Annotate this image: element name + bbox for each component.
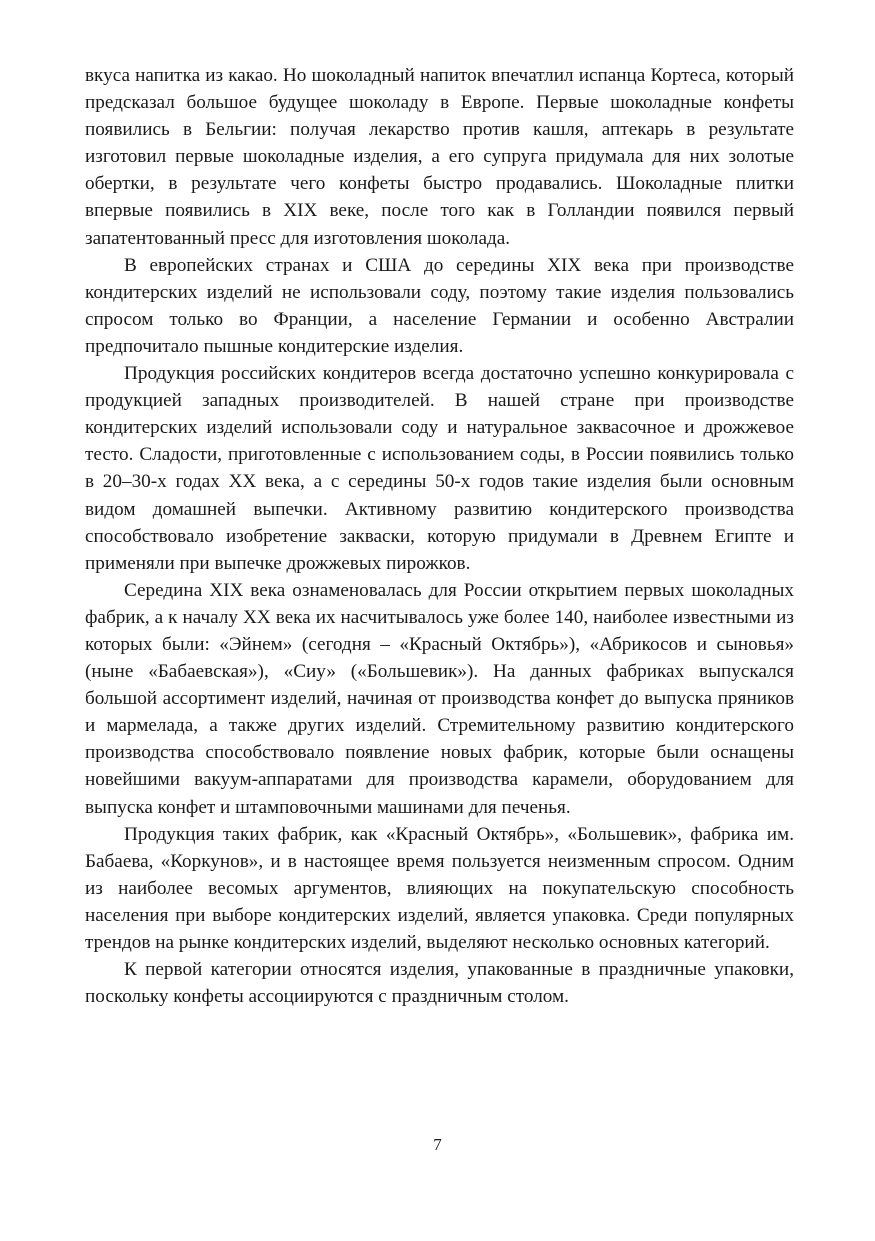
paragraph-6: К первой категории относятся изделия, упакованные в праздничные упаковки, поскольку конфеты ассоциируются с праздничным столом. <box>85 959 794 1008</box>
paragraph-3: Продукция российских кондитеров всегда достаточно успешно конкурировала с продукцией западных производителей. В нашей стране при производстве кондитерских изделий использовали соду и натуральное заквасочное и дрожжевое тесто. Сладости, приготовленные с использованием соды, в России появились только в 20–30-х годах XX века, а с середины 50-х годов такие изделия были основным видом домашней выпечки. Активному развитию кондитерского производства способствовало изобретение закваски, которую придумали в Древнем Египте и применяли при выпечке дрожжевых пирожков. <box>85 363 794 574</box>
page-number: 7 <box>433 1135 442 1154</box>
paragraph-1: вкуса напитка из какао. Но шоколадный напиток впечатлил испанца Кортеса, который предсказал большое будущее шоколаду в Европе. Первые шоколадные конфеты появились в Бельгии: получая лекарство против кашля, аптекарь в результате изготовил первые шоколадные изделия, а его супруга придумала для них золотые обертки, в результате чего конфеты быстро продавались. Шоколадные плитки впервые появились в XIX веке, после того как в Голландии появился первый запатентованный пресс для изготовления шоколада. <box>85 65 794 249</box>
paragraph-2: В европейских странах и США до середины XIX века при производстве кондитерских изделий не использовали соду, поэтому такие изделия пользовались спросом только во Франции, а население Германии и особенно Австралии предпочитало пышные кондитерские изделия. <box>85 254 794 357</box>
body-text <box>85 62 794 1010</box>
paragraph-4: Середина XIX века ознаменовалась для России открытием первых шоколадных фабрик, а к началу XX века их насчитывалось уже более 140, наиболее известными из которых были: «Эйнем» (сегодня – «Красный Октябрь»), «Абрикосов и сыновья» (ныне «Бабаевская»), «Сиу» («Большевик»). На данных фабриках выпускался большой ассортимент изделий, начиная от производства конфет до выпуска пряников и мармелада, а также других изделий. Стремительному развитию кондитерского производства способствовало появление новых фабрик, которые были оснащены новейшими вакуум-аппаратами для производства карамели, оборудованием для выпуска конфет и штамповочными машинами для печенья. <box>85 579 794 818</box>
paragraph-5: Продукция таких фабрик, как «Красный Октябрь», «Большевик», фабрика им. Бабаева, «Коркунов», и в настоящее время пользуется неизменным спросом. Одним из наиболее весомых аргументов, влияющих на покупательскую способность населения при выборе кондитерских изделий, является упаковка. Среди популярных трендов на рынке кондитерских изделий, выделяют несколько основных категорий. <box>85 823 794 953</box>
